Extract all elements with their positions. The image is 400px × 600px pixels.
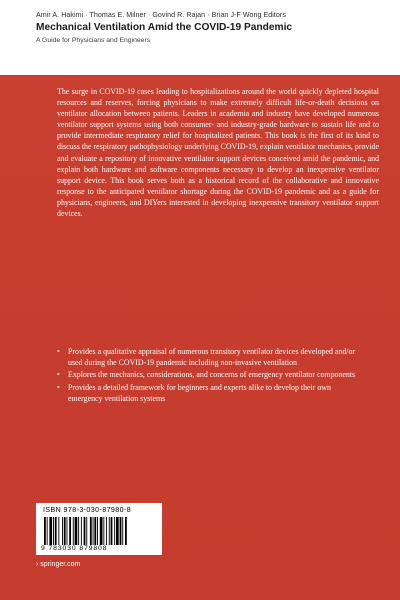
editors-line: Amir A. Hakimi · Thomas E. Milner · Govind R. Rajan · Brian J-F Wong Editors [36, 11, 286, 19]
feature-item [57, 346, 357, 368]
book-description: The surge in COVID-19 cases leading to hospitalizations around the world quickly depleted hospital resources and reserves, forcing physicians to make extremely difficult life-or-death decisions on ventilator allocation between patients. Leaders in academia and industry have developed numerous ventilator support systems using both consumer- and industry-grade hardware to sustain life and to provide intermediate respiratory relief for hospitalized patients. This book is the first of its kind to discuss the respiratory pathophysiology underlying COVID-19, explain ventilator mechanics, provide and evaluate a repository of innovative ventilator support devices conceived amid the pandemic, and explain both hardware and software components necessary to develop an inexpensive ventilator support device. This book serves both as a historical record of the collaborative and innovative response to the anticipated ventilator shortage during the COVID-19 pandemic and as a guide for physicians, engineers, and DIYers interested in developing inexpensive transitory ventilator support devices. [57, 87, 379, 219]
feature-item [57, 369, 357, 380]
bullet-icon: • [57, 382, 60, 392]
book-title: Mechanical Ventilation Amid the COVID-19 Pandemic [36, 22, 293, 33]
cover-header [36, 11, 376, 44]
barcode-digits: 9 783030 879808 [41, 545, 108, 552]
feature-text: Explores the mechanics, considerations, and concerns of emergency ventilator components [68, 370, 356, 380]
feature-list [57, 346, 357, 405]
bullet-icon: • [57, 370, 60, 380]
feature-text: Provides a qualitative appraisal of numerous transitory ventilator devices developed and/or used during the COVID-19 pandemic including non-invasive ventilation [68, 347, 356, 368]
publisher-website: › springer.com [36, 561, 81, 568]
isbn-barcode-panel [36, 503, 162, 555]
feature-text: Provides a detailed framework for beginners and experts alike to develop their own emergency ventilation systems [68, 382, 331, 403]
book-subtitle: A Guide for Physicians and Engineers [36, 37, 151, 44]
feature-item [57, 382, 357, 404]
isbn-label: ISBN 978-3-030-87980-8 [43, 506, 132, 514]
bullet-icon: • [57, 347, 60, 356]
barcode-icon [43, 517, 155, 545]
